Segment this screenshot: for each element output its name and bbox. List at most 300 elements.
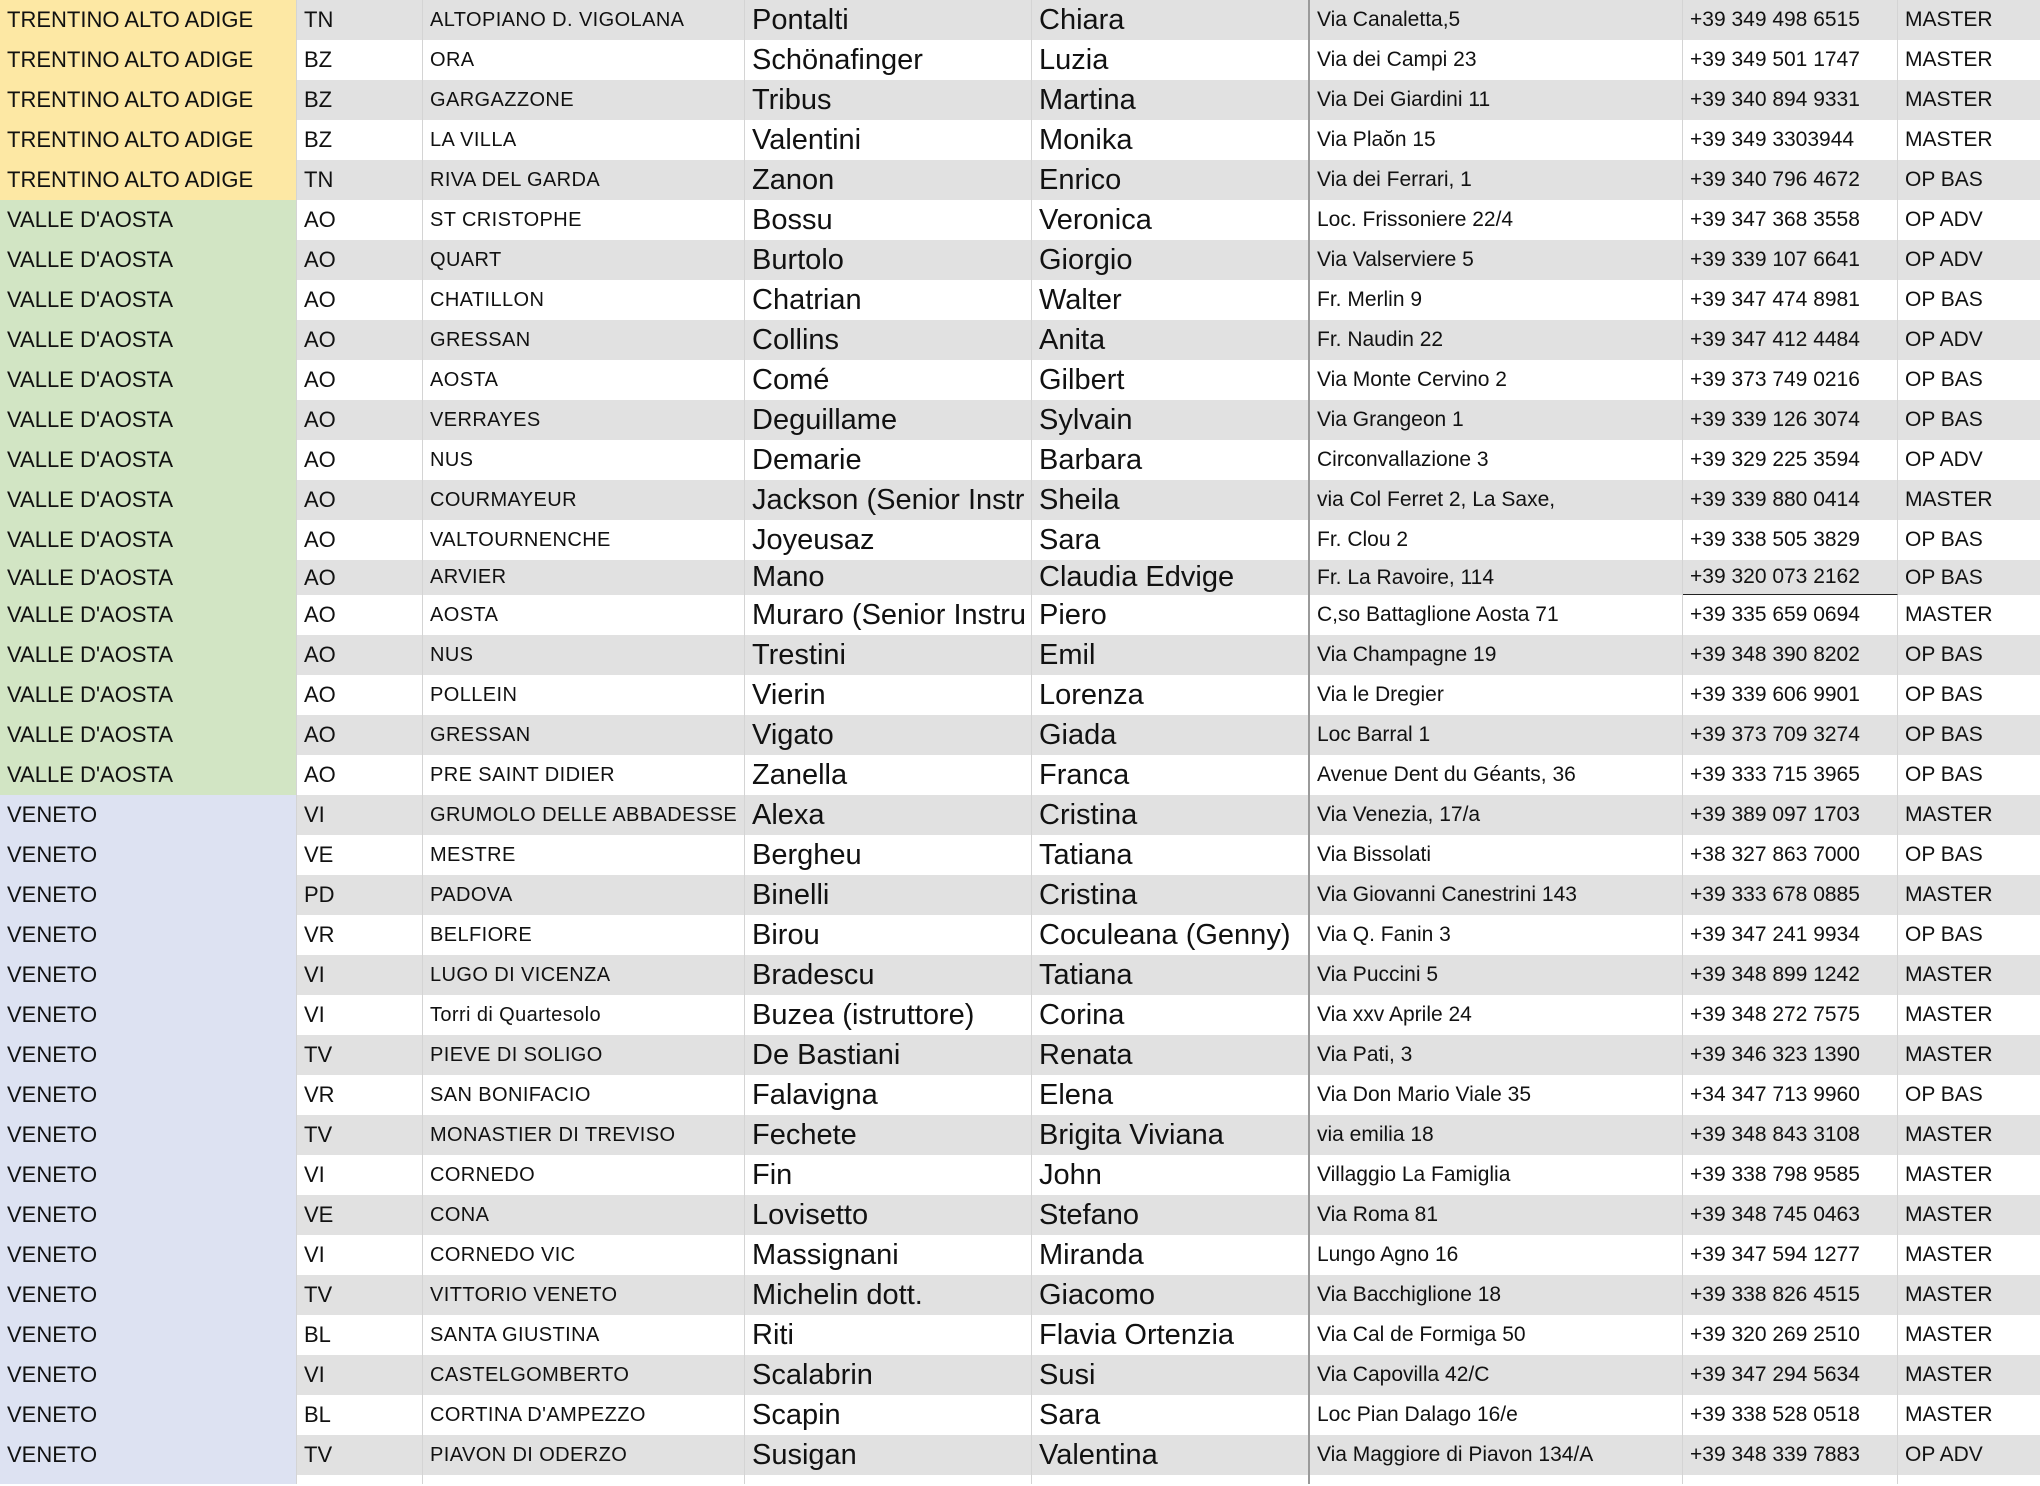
cell-address[interactable]: Via xxv Aprile 24 xyxy=(1310,995,1683,1035)
cell-first-name[interactable]: John xyxy=(1032,1155,1310,1195)
cell-first-name[interactable]: Giorgio xyxy=(1032,240,1310,280)
cell-city[interactable]: CORNEDO VIC xyxy=(423,1235,745,1275)
cell-address[interactable]: Via Monte Cervino 2 xyxy=(1310,360,1683,400)
empty-cell[interactable] xyxy=(1032,1475,1310,1484)
cell-first-name[interactable]: Sara xyxy=(1032,1395,1310,1435)
cell-region[interactable]: VENETO xyxy=(0,915,297,955)
cell-level[interactable]: OP BAS xyxy=(1905,565,1983,589)
cell-address[interactable]: Via Capovilla 42/C xyxy=(1310,1355,1683,1395)
cell-first-name[interactable]: Miranda xyxy=(1032,1235,1310,1275)
cell-region[interactable]: VENETO xyxy=(0,1195,297,1235)
cell-level[interactable]: MASTER xyxy=(1905,128,1993,151)
cell-first-name[interactable]: Lorenza xyxy=(1032,675,1310,715)
cell-phone[interactable]: +39 320 269 2510 xyxy=(1683,1315,1898,1355)
cell-first-name[interactable]: Gilbert xyxy=(1032,360,1310,400)
cell-last-name[interactable]: Vigato xyxy=(745,715,1032,755)
empty-cell[interactable] xyxy=(1310,1475,1683,1484)
cell-level[interactable]: OP BAS xyxy=(1905,408,1983,431)
cell-address[interactable]: Via dei Ferrari, 1 xyxy=(1310,160,1683,200)
cell-first-name[interactable]: Luzia xyxy=(1032,40,1310,80)
cell-address[interactable]: Via Bacchiglione 18 xyxy=(1310,1275,1683,1315)
cell-province[interactable]: AO xyxy=(297,440,423,480)
cell-level[interactable]: MASTER xyxy=(1905,1323,1993,1346)
cell-last-name[interactable]: Zanella xyxy=(745,755,1032,795)
cell-phone[interactable]: +39 333 715 3965 xyxy=(1683,755,1898,795)
cell-first-name[interactable]: Stefano xyxy=(1032,1195,1310,1235)
cell-level[interactable]: MASTER xyxy=(1905,1123,1993,1146)
cell-level[interactable]: OP BAS xyxy=(1905,528,1983,551)
cell-last-name[interactable]: Bradescu xyxy=(745,955,1032,995)
cell-city[interactable]: CHATILLON xyxy=(423,280,745,320)
cell-region[interactable]: VENETO xyxy=(0,1275,297,1315)
cell-city[interactable]: PIAVON DI ODERZO xyxy=(423,1435,745,1475)
cell-phone[interactable]: +39 348 843 3108 xyxy=(1683,1115,1898,1155)
cell-last-name[interactable]: Fin xyxy=(745,1155,1032,1195)
cell-first-name[interactable]: Susi xyxy=(1032,1355,1310,1395)
cell-province[interactable]: VI xyxy=(297,995,423,1035)
cell-last-name[interactable]: Bergheu xyxy=(745,835,1032,875)
cell-region[interactable]: VENETO xyxy=(0,1155,297,1195)
cell-phone[interactable]: +39 348 272 7575 xyxy=(1683,995,1898,1035)
cell-level[interactable]: OP BAS xyxy=(1905,763,1983,786)
cell-address[interactable]: Villaggio La Famiglia xyxy=(1310,1155,1683,1195)
cell-last-name[interactable]: Pontalti xyxy=(745,0,1032,40)
cell-city[interactable]: ARVIER xyxy=(423,560,745,595)
cell-level[interactable]: MASTER xyxy=(1905,1283,1993,1306)
cell-last-name[interactable]: Lovisetto xyxy=(745,1195,1032,1235)
cell-region[interactable]: TRENTINO ALTO ADIGE xyxy=(0,160,297,200)
empty-cell[interactable] xyxy=(745,1475,1032,1484)
cell-region[interactable]: VENETO xyxy=(0,955,297,995)
cell-address[interactable]: Fr. Naudin 22 xyxy=(1310,320,1683,360)
cell-last-name[interactable]: Scalabrin xyxy=(745,1355,1032,1395)
cell-last-name[interactable]: Schönafinger xyxy=(745,40,1032,80)
cell-address[interactable]: Fr. La Ravoire, 114 xyxy=(1310,560,1683,595)
cell-province[interactable]: AO xyxy=(297,755,423,795)
cell-city[interactable]: ST CRISTOPHE xyxy=(423,200,745,240)
cell-province[interactable]: VR xyxy=(297,915,423,955)
cell-phone[interactable]: +39 348 745 0463 xyxy=(1683,1195,1898,1235)
cell-first-name[interactable]: Piero xyxy=(1032,595,1310,635)
cell-first-name[interactable]: Sylvain xyxy=(1032,400,1310,440)
cell-province[interactable]: VI xyxy=(297,1355,423,1395)
cell-level[interactable]: MASTER xyxy=(1905,963,1993,986)
cell-first-name[interactable]: Cristina xyxy=(1032,875,1310,915)
cell-address[interactable]: Via le Dregier xyxy=(1310,675,1683,715)
cell-address[interactable]: Fr. Merlin 9 xyxy=(1310,280,1683,320)
cell-level[interactable]: OP BAS xyxy=(1905,843,1983,866)
cell-province[interactable]: TV xyxy=(297,1115,423,1155)
cell-level[interactable]: OP ADV xyxy=(1905,248,1983,271)
empty-cell[interactable] xyxy=(423,1475,745,1484)
cell-phone[interactable]: +39 338 528 0518 xyxy=(1683,1395,1898,1435)
cell-level[interactable]: MASTER xyxy=(1905,603,1993,626)
cell-region[interactable]: VALLE D'AOSTA xyxy=(0,560,297,595)
cell-region[interactable]: TRENTINO ALTO ADIGE xyxy=(0,0,297,40)
cell-address[interactable]: Fr. Clou 2 xyxy=(1310,520,1683,560)
cell-address[interactable]: Via Canaletta,5 xyxy=(1310,0,1683,40)
cell-phone[interactable]: +39 373 749 0216 xyxy=(1683,360,1898,400)
cell-region[interactable]: VALLE D'AOSTA xyxy=(0,280,297,320)
cell-province[interactable]: TN xyxy=(297,0,423,40)
cell-address[interactable]: Loc Pian Dalago 16/e xyxy=(1310,1395,1683,1435)
cell-last-name[interactable]: Vierin xyxy=(745,675,1032,715)
cell-region[interactable]: VALLE D'AOSTA xyxy=(0,240,297,280)
cell-last-name[interactable]: Comé xyxy=(745,360,1032,400)
cell-province[interactable]: TV xyxy=(297,1035,423,1075)
cell-level[interactable]: MASTER xyxy=(1905,1363,1993,1386)
cell-last-name[interactable]: Demarie xyxy=(745,440,1032,480)
cell-city[interactable]: GRUMOLO DELLE ABBADESSE xyxy=(423,795,745,835)
cell-city[interactable]: VITTORIO VENETO xyxy=(423,1275,745,1315)
cell-address[interactable]: Via Bissolati xyxy=(1310,835,1683,875)
cell-phone[interactable]: +39 338 505 3829 xyxy=(1683,520,1898,560)
cell-province[interactable]: BZ xyxy=(297,80,423,120)
cell-address[interactable]: Circonvallazione 3 xyxy=(1310,440,1683,480)
cell-phone[interactable]: +39 389 097 1703 xyxy=(1683,795,1898,835)
cell-city[interactable]: COURMAYEUR xyxy=(423,480,745,520)
cell-region[interactable]: TRENTINO ALTO ADIGE xyxy=(0,120,297,160)
cell-last-name[interactable]: Mano xyxy=(745,560,1032,595)
empty-cell[interactable] xyxy=(0,1475,297,1484)
cell-province[interactable]: VI xyxy=(297,955,423,995)
cell-phone[interactable]: +39 339 107 6641 xyxy=(1683,240,1898,280)
cell-first-name[interactable]: Sara xyxy=(1032,520,1310,560)
cell-level[interactable]: OP BAS xyxy=(1905,643,1983,666)
cell-first-name[interactable]: Enrico xyxy=(1032,160,1310,200)
cell-region[interactable]: VENETO xyxy=(0,1315,297,1355)
cell-level[interactable]: MASTER xyxy=(1905,1043,1993,1066)
cell-region[interactable]: VALLE D'AOSTA xyxy=(0,595,297,635)
cell-first-name[interactable]: Veronica xyxy=(1032,200,1310,240)
cell-region[interactable]: VENETO xyxy=(0,875,297,915)
cell-phone[interactable]: +39 349 498 6515 xyxy=(1683,0,1898,40)
cell-city[interactable]: SAN BONIFACIO xyxy=(423,1075,745,1115)
cell-address[interactable]: Avenue Dent du Géants, 36 xyxy=(1310,755,1683,795)
cell-last-name[interactable]: Susigan xyxy=(745,1435,1032,1475)
cell-last-name[interactable]: Fechete xyxy=(745,1115,1032,1155)
cell-city[interactable]: AOSTA xyxy=(423,360,745,400)
cell-phone[interactable]: +39 347 294 5634 xyxy=(1683,1355,1898,1395)
cell-phone[interactable]: +39 348 339 7883 xyxy=(1683,1435,1898,1475)
cell-phone[interactable]: +39 329 225 3594 xyxy=(1683,440,1898,480)
cell-province[interactable]: AO xyxy=(297,520,423,560)
cell-phone[interactable]: +39 347 241 9934 xyxy=(1683,915,1898,955)
cell-region[interactable]: VALLE D'AOSTA xyxy=(0,440,297,480)
cell-phone[interactable]: +39 347 594 1277 xyxy=(1683,1235,1898,1275)
cell-region[interactable]: VENETO xyxy=(0,1235,297,1275)
cell-level[interactable]: MASTER xyxy=(1905,1203,1993,1226)
cell-last-name[interactable]: Birou xyxy=(745,915,1032,955)
cell-first-name[interactable]: Tatiana xyxy=(1032,955,1310,995)
empty-cell[interactable] xyxy=(1898,1475,2040,1484)
cell-last-name[interactable]: Buzea (istruttore) xyxy=(745,995,1032,1035)
cell-first-name[interactable]: Walter xyxy=(1032,280,1310,320)
cell-province[interactable]: VE xyxy=(297,1195,423,1235)
cell-first-name[interactable]: Barbara xyxy=(1032,440,1310,480)
cell-address[interactable]: C,so Battaglione Aosta 71 xyxy=(1310,595,1683,635)
cell-region[interactable]: VALLE D'AOSTA xyxy=(0,320,297,360)
cell-address[interactable]: Via Cal de Formiga 50 xyxy=(1310,1315,1683,1355)
cell-address[interactable]: Via Venezia, 17/a xyxy=(1310,795,1683,835)
cell-city[interactable]: MONASTIER DI TREVISO xyxy=(423,1115,745,1155)
cell-phone[interactable]: +39 339 126 3074 xyxy=(1683,400,1898,440)
cell-province[interactable]: AO xyxy=(297,595,423,635)
cell-province[interactable]: VE xyxy=(297,835,423,875)
cell-first-name[interactable]: Cristina xyxy=(1032,795,1310,835)
cell-city[interactable]: VERRAYES xyxy=(423,400,745,440)
cell-city[interactable]: CASTELGOMBERTO xyxy=(423,1355,745,1395)
cell-first-name[interactable]: Anita xyxy=(1032,320,1310,360)
cell-province[interactable]: TV xyxy=(297,1275,423,1315)
cell-level[interactable]: OP BAS xyxy=(1905,288,1983,311)
cell-first-name[interactable]: Chiara xyxy=(1032,0,1310,40)
cell-first-name[interactable]: Elena xyxy=(1032,1075,1310,1115)
cell-address[interactable]: Via Champagne 19 xyxy=(1310,635,1683,675)
cell-city[interactable]: GARGAZZONE xyxy=(423,80,745,120)
cell-address[interactable]: Via Q. Fanin 3 xyxy=(1310,915,1683,955)
cell-province[interactable]: BZ xyxy=(297,120,423,160)
cell-address[interactable]: Loc. Frissoniere 22/4 xyxy=(1310,200,1683,240)
cell-last-name[interactable]: Zanon xyxy=(745,160,1032,200)
cell-province[interactable]: VI xyxy=(297,1235,423,1275)
cell-province[interactable]: VR xyxy=(297,1075,423,1115)
cell-province[interactable]: BL xyxy=(297,1395,423,1435)
cell-address[interactable]: Via Puccini 5 xyxy=(1310,955,1683,995)
cell-level[interactable]: MASTER xyxy=(1905,488,1993,511)
cell-last-name[interactable]: Burtolo xyxy=(745,240,1032,280)
cell-province[interactable]: BL xyxy=(297,1315,423,1355)
cell-first-name[interactable]: Franca xyxy=(1032,755,1310,795)
cell-province[interactable]: AO xyxy=(297,200,423,240)
cell-address[interactable]: Lungo Agno 16 xyxy=(1310,1235,1683,1275)
cell-first-name[interactable]: Tatiana xyxy=(1032,835,1310,875)
cell-province[interactable]: AO xyxy=(297,715,423,755)
cell-level[interactable]: OP BAS xyxy=(1905,923,1983,946)
empty-cell[interactable] xyxy=(297,1475,423,1484)
cell-last-name[interactable]: Riti xyxy=(745,1315,1032,1355)
cell-last-name[interactable]: Scapin xyxy=(745,1395,1032,1435)
cell-city[interactable]: GRESSAN xyxy=(423,320,745,360)
cell-address[interactable]: Loc Barral 1 xyxy=(1310,715,1683,755)
cell-last-name[interactable]: De Bastiani xyxy=(745,1035,1032,1075)
cell-level[interactable]: OP ADV xyxy=(1905,448,1983,471)
cell-level[interactable]: OP ADV xyxy=(1905,328,1983,351)
cell-province[interactable]: BZ xyxy=(297,40,423,80)
cell-level[interactable]: OP BAS xyxy=(1905,1083,1983,1106)
cell-region[interactable]: VENETO xyxy=(0,1395,297,1435)
cell-level[interactable]: MASTER xyxy=(1905,1403,1993,1426)
cell-first-name[interactable]: Martina xyxy=(1032,80,1310,120)
cell-city[interactable]: CORTINA D'AMPEZZO xyxy=(423,1395,745,1435)
cell-phone[interactable]: +39 347 368 3558 xyxy=(1683,200,1898,240)
cell-level[interactable]: MASTER xyxy=(1905,1243,1993,1266)
cell-city[interactable]: ALTOPIANO D. VIGOLANA xyxy=(423,0,745,40)
cell-first-name[interactable]: Sheila xyxy=(1032,480,1310,520)
cell-level[interactable]: OP BAS xyxy=(1905,683,1983,706)
cell-level[interactable]: OP BAS xyxy=(1905,368,1983,391)
cell-level[interactable]: MASTER xyxy=(1905,1003,1993,1026)
cell-last-name[interactable]: Trestini xyxy=(745,635,1032,675)
cell-city[interactable]: VALTOURNENCHE xyxy=(423,520,745,560)
cell-region[interactable]: TRENTINO ALTO ADIGE xyxy=(0,80,297,120)
cell-phone[interactable]: +39 335 659 0694 xyxy=(1683,595,1898,635)
cell-phone[interactable]: +39 333 678 0885 xyxy=(1683,875,1898,915)
cell-city[interactable]: PADOVA xyxy=(423,875,745,915)
cell-last-name[interactable]: Collins xyxy=(745,320,1032,360)
cell-city[interactable]: MESTRE xyxy=(423,835,745,875)
cell-region[interactable]: VENETO xyxy=(0,1115,297,1155)
cell-province[interactable]: VI xyxy=(297,1155,423,1195)
cell-phone[interactable]: +39 348 899 1242 xyxy=(1683,955,1898,995)
cell-region[interactable]: VALLE D'AOSTA xyxy=(0,200,297,240)
cell-phone[interactable]: +39 338 826 4515 xyxy=(1683,1275,1898,1315)
cell-first-name[interactable]: Brigita Viviana xyxy=(1032,1115,1310,1155)
cell-last-name[interactable]: Jackson (Senior Instr xyxy=(745,480,1032,520)
cell-first-name[interactable]: Flavia Ortenzia xyxy=(1032,1315,1310,1355)
cell-city[interactable]: PRE SAINT DIDIER xyxy=(423,755,745,795)
cell-first-name[interactable]: Corina xyxy=(1032,995,1310,1035)
cell-address[interactable]: Via dei Campi 23 xyxy=(1310,40,1683,80)
cell-region[interactable]: VENETO xyxy=(0,1355,297,1395)
cell-level[interactable]: MASTER xyxy=(1905,8,1993,31)
cell-last-name[interactable]: Valentini xyxy=(745,120,1032,160)
cell-first-name[interactable]: Valentina xyxy=(1032,1435,1310,1475)
cell-phone[interactable]: +34 347 713 9960 xyxy=(1683,1075,1898,1115)
cell-last-name[interactable]: Alexa xyxy=(745,795,1032,835)
cell-address[interactable]: Via Plaŏn 15 xyxy=(1310,120,1683,160)
cell-city[interactable]: BELFIORE xyxy=(423,915,745,955)
cell-phone[interactable]: +39 349 3303944 xyxy=(1683,120,1898,160)
cell-first-name[interactable]: Monika xyxy=(1032,120,1310,160)
cell-city[interactable]: ORA xyxy=(423,40,745,80)
cell-city[interactable]: SANTA GIUSTINA xyxy=(423,1315,745,1355)
cell-city[interactable]: LA VILLA xyxy=(423,120,745,160)
cell-province[interactable]: AO xyxy=(297,635,423,675)
cell-province[interactable]: PD xyxy=(297,875,423,915)
cell-region[interactable]: VENETO xyxy=(0,795,297,835)
cell-region[interactable]: VALLE D'AOSTA xyxy=(0,635,297,675)
cell-address[interactable]: Via Grangeon 1 xyxy=(1310,400,1683,440)
cell-region[interactable]: VENETO xyxy=(0,995,297,1035)
cell-address[interactable]: Via Don Mario Viale 35 xyxy=(1310,1075,1683,1115)
cell-phone[interactable]: +39 348 390 8202 xyxy=(1683,635,1898,675)
cell-last-name[interactable]: Muraro (Senior Instru xyxy=(745,595,1032,635)
cell-level[interactable]: MASTER xyxy=(1905,88,1993,111)
cell-first-name[interactable]: Coculeana (Genny) xyxy=(1032,915,1310,955)
cell-last-name[interactable]: Binelli xyxy=(745,875,1032,915)
cell-phone[interactable]: +39 347 474 8981 xyxy=(1683,280,1898,320)
cell-level[interactable]: OP BAS xyxy=(1905,723,1983,746)
cell-phone[interactable]: +39 339 606 9901 xyxy=(1683,675,1898,715)
cell-region[interactable]: VENETO xyxy=(0,1035,297,1075)
cell-city[interactable]: GRESSAN xyxy=(423,715,745,755)
cell-city[interactable]: AOSTA xyxy=(423,595,745,635)
cell-first-name[interactable]: Renata xyxy=(1032,1035,1310,1075)
empty-cell[interactable] xyxy=(1683,1475,1898,1484)
cell-region[interactable]: VENETO xyxy=(0,1075,297,1115)
cell-last-name[interactable]: Deguillame xyxy=(745,400,1032,440)
cell-last-name[interactable]: Massignani xyxy=(745,1235,1032,1275)
cell-first-name[interactable]: Claudia Edvige xyxy=(1032,560,1310,595)
cell-region[interactable]: VALLE D'AOSTA xyxy=(0,755,297,795)
cell-address[interactable]: via Col Ferret 2, La Saxe, xyxy=(1310,480,1683,520)
cell-phone[interactable]: +38 327 863 7000 xyxy=(1683,835,1898,875)
cell-city[interactable]: CONA xyxy=(423,1195,745,1235)
cell-level[interactable]: OP BAS xyxy=(1905,168,1983,191)
cell-level[interactable]: MASTER xyxy=(1905,1163,1993,1186)
cell-level[interactable]: MASTER xyxy=(1905,48,1993,71)
cell-city[interactable]: POLLEIN xyxy=(423,675,745,715)
cell-last-name[interactable]: Falavigna xyxy=(745,1075,1032,1115)
cell-region[interactable]: VALLE D'AOSTA xyxy=(0,360,297,400)
cell-address[interactable]: Via Valserviere 5 xyxy=(1310,240,1683,280)
cell-region[interactable]: VALLE D'AOSTA xyxy=(0,675,297,715)
cell-city[interactable]: RIVA DEL GARDA xyxy=(423,160,745,200)
cell-city[interactable]: LUGO DI VICENZA xyxy=(423,955,745,995)
cell-phone[interactable]: +39 340 796 4672 xyxy=(1683,160,1898,200)
cell-address[interactable]: Via Giovanni Canestrini 143 xyxy=(1310,875,1683,915)
cell-first-name[interactable]: Giada xyxy=(1032,715,1310,755)
cell-province[interactable]: AO xyxy=(297,240,423,280)
cell-phone[interactable]: +39 347 412 4484 xyxy=(1683,320,1898,360)
cell-city[interactable]: PIEVE DI SOLIGO xyxy=(423,1035,745,1075)
cell-province[interactable]: AO xyxy=(297,560,423,595)
cell-level[interactable]: OP ADV xyxy=(1905,1443,1983,1466)
cell-province[interactable]: AO xyxy=(297,280,423,320)
cell-province[interactable]: TN xyxy=(297,160,423,200)
cell-region[interactable]: VENETO xyxy=(0,835,297,875)
cell-address[interactable]: Via Dei Giardini 11 xyxy=(1310,80,1683,120)
cell-province[interactable]: VI xyxy=(297,795,423,835)
cell-last-name[interactable]: Bossu xyxy=(745,200,1032,240)
cell-region[interactable]: VALLE D'AOSTA xyxy=(0,520,297,560)
cell-phone[interactable]: +39 349 501 1747 xyxy=(1683,40,1898,80)
cell-address[interactable]: via emilia 18 xyxy=(1310,1115,1683,1155)
cell-province[interactable]: AO xyxy=(297,320,423,360)
cell-province[interactable]: AO xyxy=(297,360,423,400)
cell-first-name[interactable]: Giacomo xyxy=(1032,1275,1310,1315)
cell-last-name[interactable]: Tribus xyxy=(745,80,1032,120)
cell-last-name[interactable]: Chatrian xyxy=(745,280,1032,320)
cell-phone[interactable]: +39 339 880 0414 xyxy=(1683,480,1898,520)
cell-address[interactable]: Via Pati, 3 xyxy=(1310,1035,1683,1075)
cell-first-name[interactable]: Emil xyxy=(1032,635,1310,675)
cell-city[interactable]: CORNEDO xyxy=(423,1155,745,1195)
cell-region[interactable]: VALLE D'AOSTA xyxy=(0,400,297,440)
cell-province[interactable]: AO xyxy=(297,480,423,520)
cell-province[interactable]: TV xyxy=(297,1435,423,1475)
cell-level[interactable]: OP ADV xyxy=(1905,208,1983,231)
cell-address[interactable]: Via Maggiore di Piavon 134/A xyxy=(1310,1435,1683,1475)
cell-city[interactable]: Torri di Quartesolo xyxy=(423,995,745,1035)
cell-region[interactable]: VALLE D'AOSTA xyxy=(0,480,297,520)
cell-phone[interactable]: +39 373 709 3274 xyxy=(1683,715,1898,755)
cell-city[interactable]: NUS xyxy=(423,635,745,675)
cell-region[interactable]: VENETO xyxy=(0,1435,297,1475)
cell-last-name[interactable]: Michelin dott. xyxy=(745,1275,1032,1315)
cell-city[interactable]: QUART xyxy=(423,240,745,280)
cell-province[interactable]: AO xyxy=(297,400,423,440)
cell-phone[interactable]: +39 340 894 9331 xyxy=(1683,80,1898,120)
cell-region[interactable]: TRENTINO ALTO ADIGE xyxy=(0,40,297,80)
cell-address[interactable]: Via Roma 81 xyxy=(1310,1195,1683,1235)
cell-phone[interactable]: +39 346 323 1390 xyxy=(1683,1035,1898,1075)
cell-province[interactable]: AO xyxy=(297,675,423,715)
cell-level[interactable]: MASTER xyxy=(1905,883,1993,906)
cell-last-name[interactable]: Joyeusaz xyxy=(745,520,1032,560)
cell-level[interactable]: MASTER xyxy=(1905,803,1993,826)
